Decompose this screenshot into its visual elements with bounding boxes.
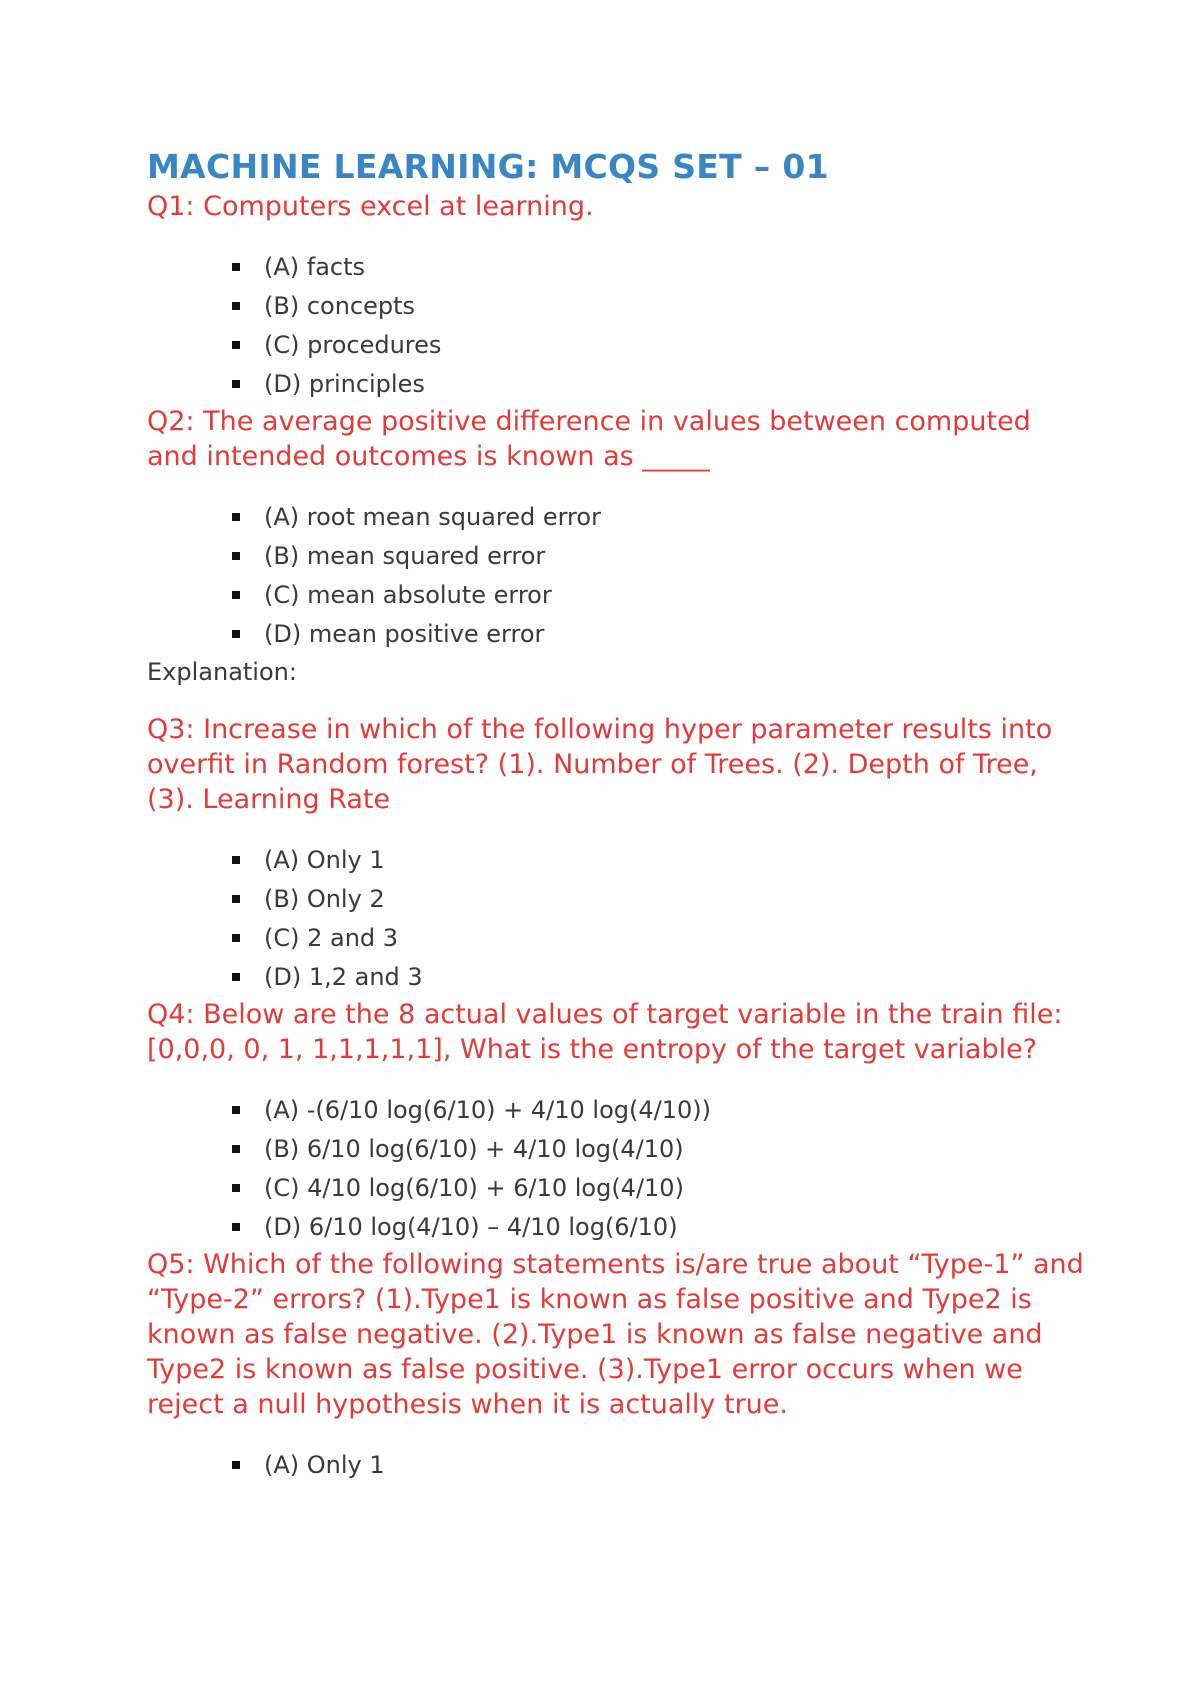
question-text: Q5: Which of the following statements is/are true about “Type-1” and “Type-2” errors? (1).Type1 is known as false positive and Type2 is known as false negative. (2).Type1 is known as false negative and Type2 is known as false positive. (3).Type1 error occurs when we reject a null hypothesis when it is actually true. <box>147 1249 1084 1420</box>
option-item: (C) procedures <box>147 326 1087 365</box>
question-text: Q4: Below are the 8 actual values of target variable in the train file: [0,0,0, 0, 1, 1,1,1,1,1], What is the entropy of the target variable? <box>147 999 1063 1065</box>
square-bullet-icon <box>232 302 240 310</box>
square-bullet-icon <box>232 630 240 638</box>
question-text: Q2: The average positive difference in values between computed and intended outcomes is known as _____ <box>147 406 1031 472</box>
option-list <box>147 498 1087 654</box>
option-item: (B) Only 2 <box>147 880 1087 919</box>
option-item: (B) 6/10 log(6/10) + 4/10 log(4/10) <box>147 1130 1087 1169</box>
question-block <box>147 712 1087 997</box>
square-bullet-icon <box>232 552 240 560</box>
document-title: MACHINE LEARNING: MCQS SET – 01 <box>147 147 829 186</box>
square-bullet-icon <box>232 513 240 521</box>
option-item: (C) 2 and 3 <box>147 919 1087 958</box>
document-page <box>147 145 1087 1485</box>
option-item: (C) mean absolute error <box>147 576 1087 615</box>
square-bullet-icon <box>232 341 240 349</box>
square-bullet-icon <box>232 1106 240 1114</box>
option-item: (D) 1,2 and 3 <box>147 958 1087 997</box>
square-bullet-icon <box>232 934 240 942</box>
option-item: (B) concepts <box>147 287 1087 326</box>
option-item: (A) root mean squared error <box>147 498 1087 537</box>
square-bullet-icon <box>232 591 240 599</box>
question-block <box>147 404 1087 712</box>
question-block <box>147 997 1087 1247</box>
question-block <box>147 1247 1087 1485</box>
square-bullet-icon <box>232 1461 240 1469</box>
option-item: (D) mean positive error <box>147 615 1087 654</box>
option-list <box>147 1091 1087 1247</box>
square-bullet-icon <box>232 1145 240 1153</box>
option-item: (A) Only 1 <box>147 1446 1087 1485</box>
option-item: (D) principles <box>147 365 1087 404</box>
option-item: (A) facts <box>147 248 1087 287</box>
square-bullet-icon <box>232 856 240 864</box>
explanation-label: Explanation: <box>147 658 297 686</box>
option-item: (B) mean squared error <box>147 537 1087 576</box>
question-block <box>147 189 1087 404</box>
option-item: (A) -(6/10 log(6/10) + 4/10 log(4/10)) <box>147 1091 1087 1130</box>
option-item: (A) Only 1 <box>147 841 1087 880</box>
square-bullet-icon <box>232 1223 240 1231</box>
option-list <box>147 841 1087 997</box>
question-text: Q3: Increase in which of the following hyper parameter results into overfit in Random forest? (1). Number of Trees. (2). Depth of Tree, (3). Learning Rate <box>147 714 1053 815</box>
square-bullet-icon <box>232 973 240 981</box>
option-list <box>147 248 1087 404</box>
option-list <box>147 1446 1087 1485</box>
option-item: (D) 6/10 log(4/10) – 4/10 log(6/10) <box>147 1208 1087 1247</box>
square-bullet-icon <box>232 263 240 271</box>
square-bullet-icon <box>232 895 240 903</box>
square-bullet-icon <box>232 380 240 388</box>
option-item: (C) 4/10 log(6/10) + 6/10 log(4/10) <box>147 1169 1087 1208</box>
question-text: Q1: Computers excel at learning. <box>147 191 594 222</box>
square-bullet-icon <box>232 1184 240 1192</box>
